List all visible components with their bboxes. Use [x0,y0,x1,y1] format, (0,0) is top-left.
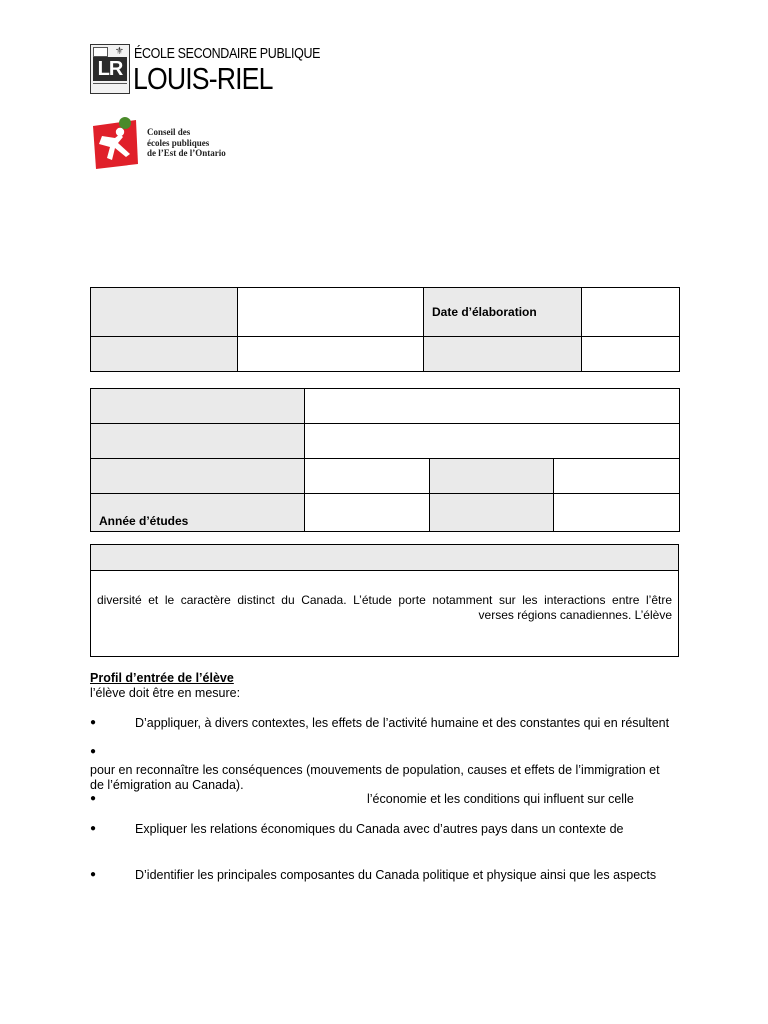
table-cell [91,424,305,459]
school-emblem [90,44,130,94]
table-cell [91,288,238,337]
grade-label-cell: Année d’études [91,494,305,532]
table-cell [424,337,582,372]
table-cell [91,459,305,494]
board-name-line: de l’Est de l’Ontario [147,148,226,158]
course-details-table [90,388,680,532]
date-label-cell: Date d’élaboration [424,288,582,337]
profile-item: de l’émigration au Canada). [90,778,244,792]
board-name-line: écoles publiques [147,137,210,148]
board-logo [90,114,240,172]
table-cell [91,337,238,372]
board-name [147,127,226,159]
table-cell [554,459,680,494]
table-row [91,424,680,459]
description-line: verses régions canadiennes. L’élève [478,608,672,622]
bullet-icon: ● [90,746,97,757]
table-row [91,389,680,424]
table-cell [582,337,680,372]
table-cell [238,288,424,337]
emblem-top-panel [93,47,108,57]
profile-item: pour en reconnaître les conséquences (mouvements de population, causes et effets de l’immigration et [90,763,660,777]
bullet-icon: ● [90,823,97,834]
bullet-icon: ● [90,793,97,804]
table-cell [554,494,680,532]
profile-title: Profil d’entrée de l’élève [90,671,234,685]
description-line: diversité et le caractère distinct du Canada. L’étude porte notamment sur les interactions entre l’être [97,593,672,607]
table-row [91,337,680,372]
table-cell [91,389,305,424]
table-row [91,288,680,337]
bullet-icon: ● [90,717,97,728]
table-cell [430,459,554,494]
profile-item: D’identifier les principales composantes du Canada politique et physique ainsi que les aspects [135,868,657,882]
school-name-line1: ÉCOLE SECONDAIRE PUBLIQUE [134,46,321,62]
profile-item: D’appliquer, à divers contextes, les effets de l’activité humaine et des constantes qui en résultent [135,716,670,730]
table-cell [305,424,680,459]
description-header [91,545,678,571]
table-row [91,459,680,494]
profile-intro: l’élève doit être en mesure: [90,686,241,700]
table-cell [305,459,430,494]
school-logo [90,42,321,98]
date-value-cell [582,288,680,337]
bullet-icon: ● [90,869,97,880]
emblem-initials: LR [93,57,127,81]
fleur-de-lis-icon: ⚜ [115,46,124,57]
profile-item: Expliquer les relations économiques du Canada avec d’autres pays dans un contexte de [135,822,624,836]
table-row [91,494,680,532]
table-cell [305,389,680,424]
course-description-box [90,544,679,657]
table-cell [305,494,430,532]
board-name-line: Conseil des [147,127,191,137]
school-name-line2: LOUIS-RIEL [133,61,273,96]
table-cell [430,494,554,532]
course-info-table [90,287,680,372]
emblem-bottom-panel [93,83,127,92]
board-emblem-icon [90,114,146,172]
profile-item: l’économie et les conditions qui influent sur celle [367,792,634,806]
table-cell [238,337,424,372]
description-body [91,571,678,623]
